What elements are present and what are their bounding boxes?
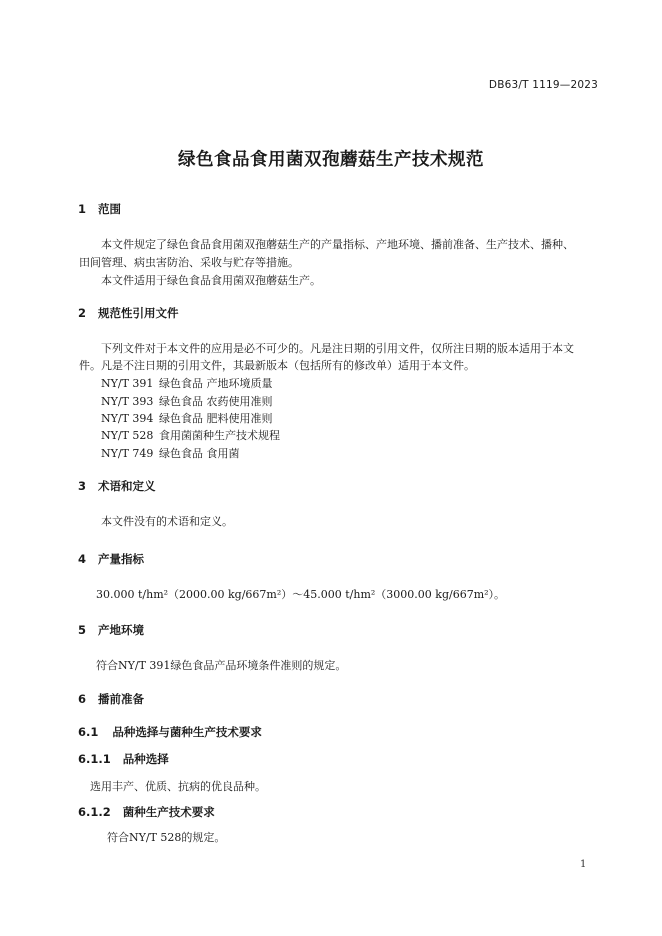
section-5-heading (78, 622, 144, 638)
reference-name: 绿色食品 农药使用准则 (159, 395, 273, 408)
section-title: 品种选择与菌种生产技术要求 (112, 725, 262, 739)
paragraph: 本文件规定了绿色食品食用菌双孢蘑菇生产的产量指标、产地环境、播前准备、生产技术、播种、 (101, 238, 574, 251)
reference-item (101, 393, 273, 409)
section-number: 3 (78, 479, 87, 493)
reference-name: 绿色食品 食用菌 (159, 447, 240, 460)
paragraph: 符合NY/T 391绿色食品产品环境条件准则的规定。 (96, 659, 347, 672)
section-title: 规范性引用文件 (98, 306, 179, 320)
paragraph: 田间管理、病虫害防治、采收与贮存等措施。 (79, 256, 299, 269)
section-4-heading (78, 551, 144, 567)
paragraph: 符合NY/T 528的规定。 (107, 831, 226, 844)
section-1-heading (78, 201, 121, 217)
document-number: DB63/T 1119—2023 (488, 79, 598, 91)
section-number: 4 (78, 552, 87, 566)
paragraph: 选用丰产、优质、抗病的优良品种。 (90, 780, 266, 793)
reference-code: NY/T 528 (101, 429, 154, 442)
section-title: 播前准备 (98, 692, 145, 706)
section-title: 菌种生产技术要求 (122, 805, 215, 819)
section-number: 6.1.1 (78, 752, 111, 766)
section-3-heading (78, 478, 156, 494)
reference-item (101, 375, 273, 391)
paragraph: 件。凡是不注日期的引用文件，其最新版本（包括所有的修改单）适用于本文件。 (79, 359, 475, 372)
yield-paragraph: 30.000 t/hm²（2000.00 kg/667m²）～45.000 t/hm²（3000.00 kg/667m²）。 (96, 588, 506, 601)
document-title: 绿色食品食用菌双孢蘑菇生产技术规范 (178, 150, 484, 170)
section-number: 1 (78, 202, 87, 216)
reference-code: NY/T 391 (101, 377, 154, 390)
reference-name: 绿色食品 肥料使用准则 (159, 412, 273, 425)
paragraph: 本文件适用于绿色食品食用菌双孢蘑菇生产。 (101, 274, 321, 287)
reference-code: NY/T 393 (101, 395, 154, 408)
section-number: 5 (78, 623, 87, 637)
section-6-1-2-heading (78, 804, 215, 820)
page-number: 1 (580, 859, 587, 870)
section-6-1-heading (78, 724, 262, 740)
section-title: 范围 (98, 202, 122, 216)
section-number: 6 (78, 692, 87, 706)
section-6-1-1-heading (78, 751, 169, 767)
reference-code: NY/T 749 (101, 447, 154, 460)
section-title: 产量指标 (98, 552, 145, 566)
reference-name: 绿色食品 产地环境质量 (159, 377, 273, 390)
section-number: 2 (78, 306, 87, 320)
paragraph: 本文件没有的术语和定义。 (101, 515, 233, 528)
section-number: 6.1 (78, 725, 99, 739)
section-2-heading (78, 305, 179, 321)
reference-item (101, 410, 273, 426)
reference-code: NY/T 394 (101, 412, 154, 425)
reference-item (101, 445, 240, 461)
section-title: 术语和定义 (98, 479, 156, 493)
section-title: 品种选择 (122, 752, 169, 766)
reference-name: 食用菌菌种生产技术规程 (159, 429, 280, 442)
section-6-heading (78, 691, 144, 707)
reference-item (101, 427, 280, 443)
paragraph: 下列文件对于本文件的应用是必不可少的。凡是注日期的引用文件，仅所注日期的版本适用于本文 (101, 342, 574, 355)
section-title: 产地环境 (98, 623, 145, 637)
section-number: 6.1.2 (78, 805, 111, 819)
